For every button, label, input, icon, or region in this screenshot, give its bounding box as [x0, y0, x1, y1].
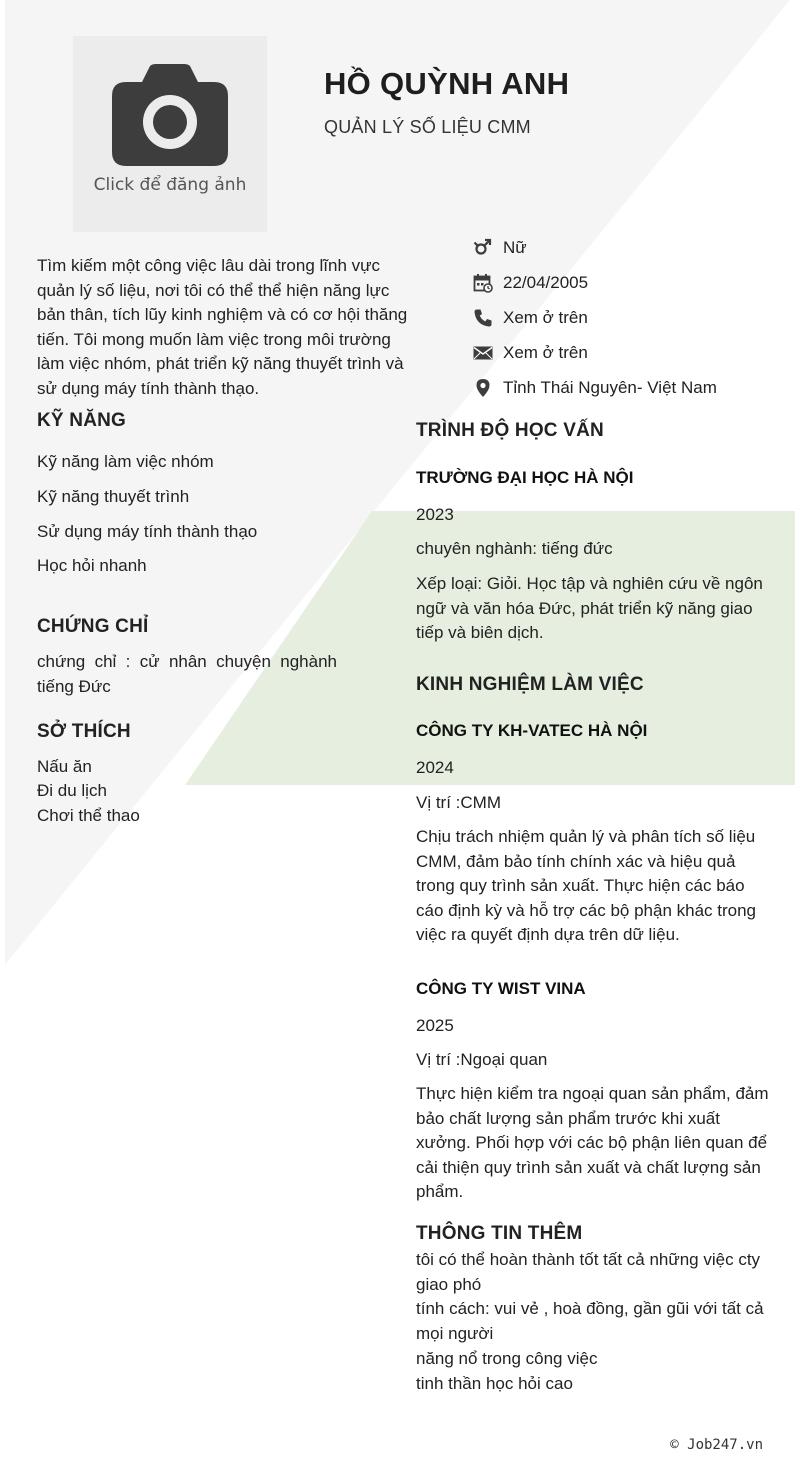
camera-icon — [112, 64, 228, 171]
education-description: Xếp loại: Giỏi. Học tập và nghiên cứu về ngôn ngữ và văn hóa Đức, phát triển kỹ năng giao tiếp và biên dịch. — [416, 574, 763, 643]
job-position: Vị trí :Ngoại quan — [416, 1050, 548, 1069]
gender-icon — [472, 237, 494, 259]
candidate-title: QUẢN LÝ SỐ LIỆU CMM — [324, 117, 531, 137]
calendar-icon — [472, 272, 494, 294]
job-position: Vị trí :CMM — [416, 793, 501, 812]
job-company: CÔNG TY KH-VATEC HÀ NỘI — [416, 721, 648, 740]
job-description: Thực hiện kiểm tra ngoại quan sản phẩm, đảm bảo chất lượng sản phẩm trước khi xuất xưởng. Phối hợp với các bộ phận liên quan để cải thiện quy trình sản xuất và chất lượng sản phẩm. — [416, 1084, 769, 1202]
job-year: 2025 — [416, 1016, 454, 1035]
contact-address-text: Tỉnh Thái Nguyên- Việt Nam — [503, 377, 717, 397]
photo-upload-label: Click để đăng ảnh — [93, 175, 247, 195]
contact-email-text: Xem ở trên — [503, 342, 588, 362]
certificate-item: chứng chỉ : cử nhân chuyện nghành tiếng Đức — [37, 652, 337, 696]
hobby-item: Nấu ăn — [37, 757, 92, 776]
career-objective: Tìm kiếm một công việc lâu dài trong lĩnh vực quản lý số liệu, nơi tôi có thể thể hiện năng lực bản thân, tích lũy kinh nghiệm và có cơ hội thăng tiến. Tôi mong muốn làm việc trong môi trường làm việc nhóm, phát triển kỹ năng thuyết trình và sử dụng máy tính thành thạo. — [37, 256, 408, 398]
additional-info-title: THÔNG TIN THÊM — [416, 1223, 583, 1244]
skill-item: Kỹ năng thuyết trình — [37, 487, 190, 506]
additional-info-item: tôi có thể hoàn thành tốt tất cả những việc cty giao phó — [416, 1250, 761, 1294]
location-pin-icon — [472, 377, 494, 399]
contact-birthday-text: 22/04/2005 — [503, 273, 589, 293]
certificates-title: CHỨNG CHỈ — [37, 616, 149, 637]
job-company: CÔNG TY WIST VINA — [416, 979, 586, 998]
contact-phone-text: Xem ở trên — [503, 307, 588, 327]
additional-info-item: năng nổ trong công việc — [416, 1349, 598, 1368]
footer-copyright: © Job247.vn — [670, 1437, 763, 1453]
skill-item: Kỹ năng làm việc nhóm — [37, 452, 214, 471]
hobby-item: Đi du lịch — [37, 781, 107, 800]
candidate-name: HỒ QUỲNH ANH — [324, 66, 570, 101]
contact-gender-text: Nữ — [503, 238, 527, 258]
additional-info-item: tinh thần học hỏi cao — [416, 1374, 573, 1393]
education-major: chuyên nghành: tiếng đức — [416, 539, 613, 558]
photo-upload[interactable] — [73, 36, 267, 232]
contact-info — [472, 231, 717, 405]
contact-email — [472, 335, 717, 370]
hobby-item: Chơi thể thao — [37, 806, 140, 825]
contact-gender — [472, 231, 717, 266]
additional-info-item: tính cách: vui vẻ , hoà đồng, gần gũi với tất cả mọi người — [416, 1299, 764, 1343]
phone-icon — [472, 307, 494, 329]
skill-item: Sử dụng máy tính thành thạo — [37, 522, 258, 541]
education-year: 2023 — [416, 505, 454, 524]
contact-phone — [472, 301, 717, 336]
hobbies-title: SỞ THÍCH — [37, 721, 131, 742]
job-year: 2024 — [416, 758, 454, 777]
contact-address — [472, 370, 717, 405]
contact-birthday — [472, 266, 717, 301]
experience-title: KINH NGHIỆM LÀM VIỆC — [416, 674, 644, 695]
skill-item: Học hỏi nhanh — [37, 556, 147, 575]
skills-title: KỸ NĂNG — [37, 410, 127, 431]
job-description: Chịu trách nhiệm quản lý và phân tích số liệu CMM, đảm bảo tính chính xác và hiệu quả trong quy trình sản xuất. Thực hiện các báo cáo định kỳ và hỗ trợ các bộ phận khác trong việc ra quyết định dựa trên dữ liệu. — [416, 827, 757, 945]
education-title: TRÌNH ĐỘ HỌC VẤN — [416, 420, 604, 441]
education-school: TRƯỜNG ĐẠI HỌC HÀ NỘI — [416, 468, 634, 487]
envelope-icon — [472, 342, 494, 364]
